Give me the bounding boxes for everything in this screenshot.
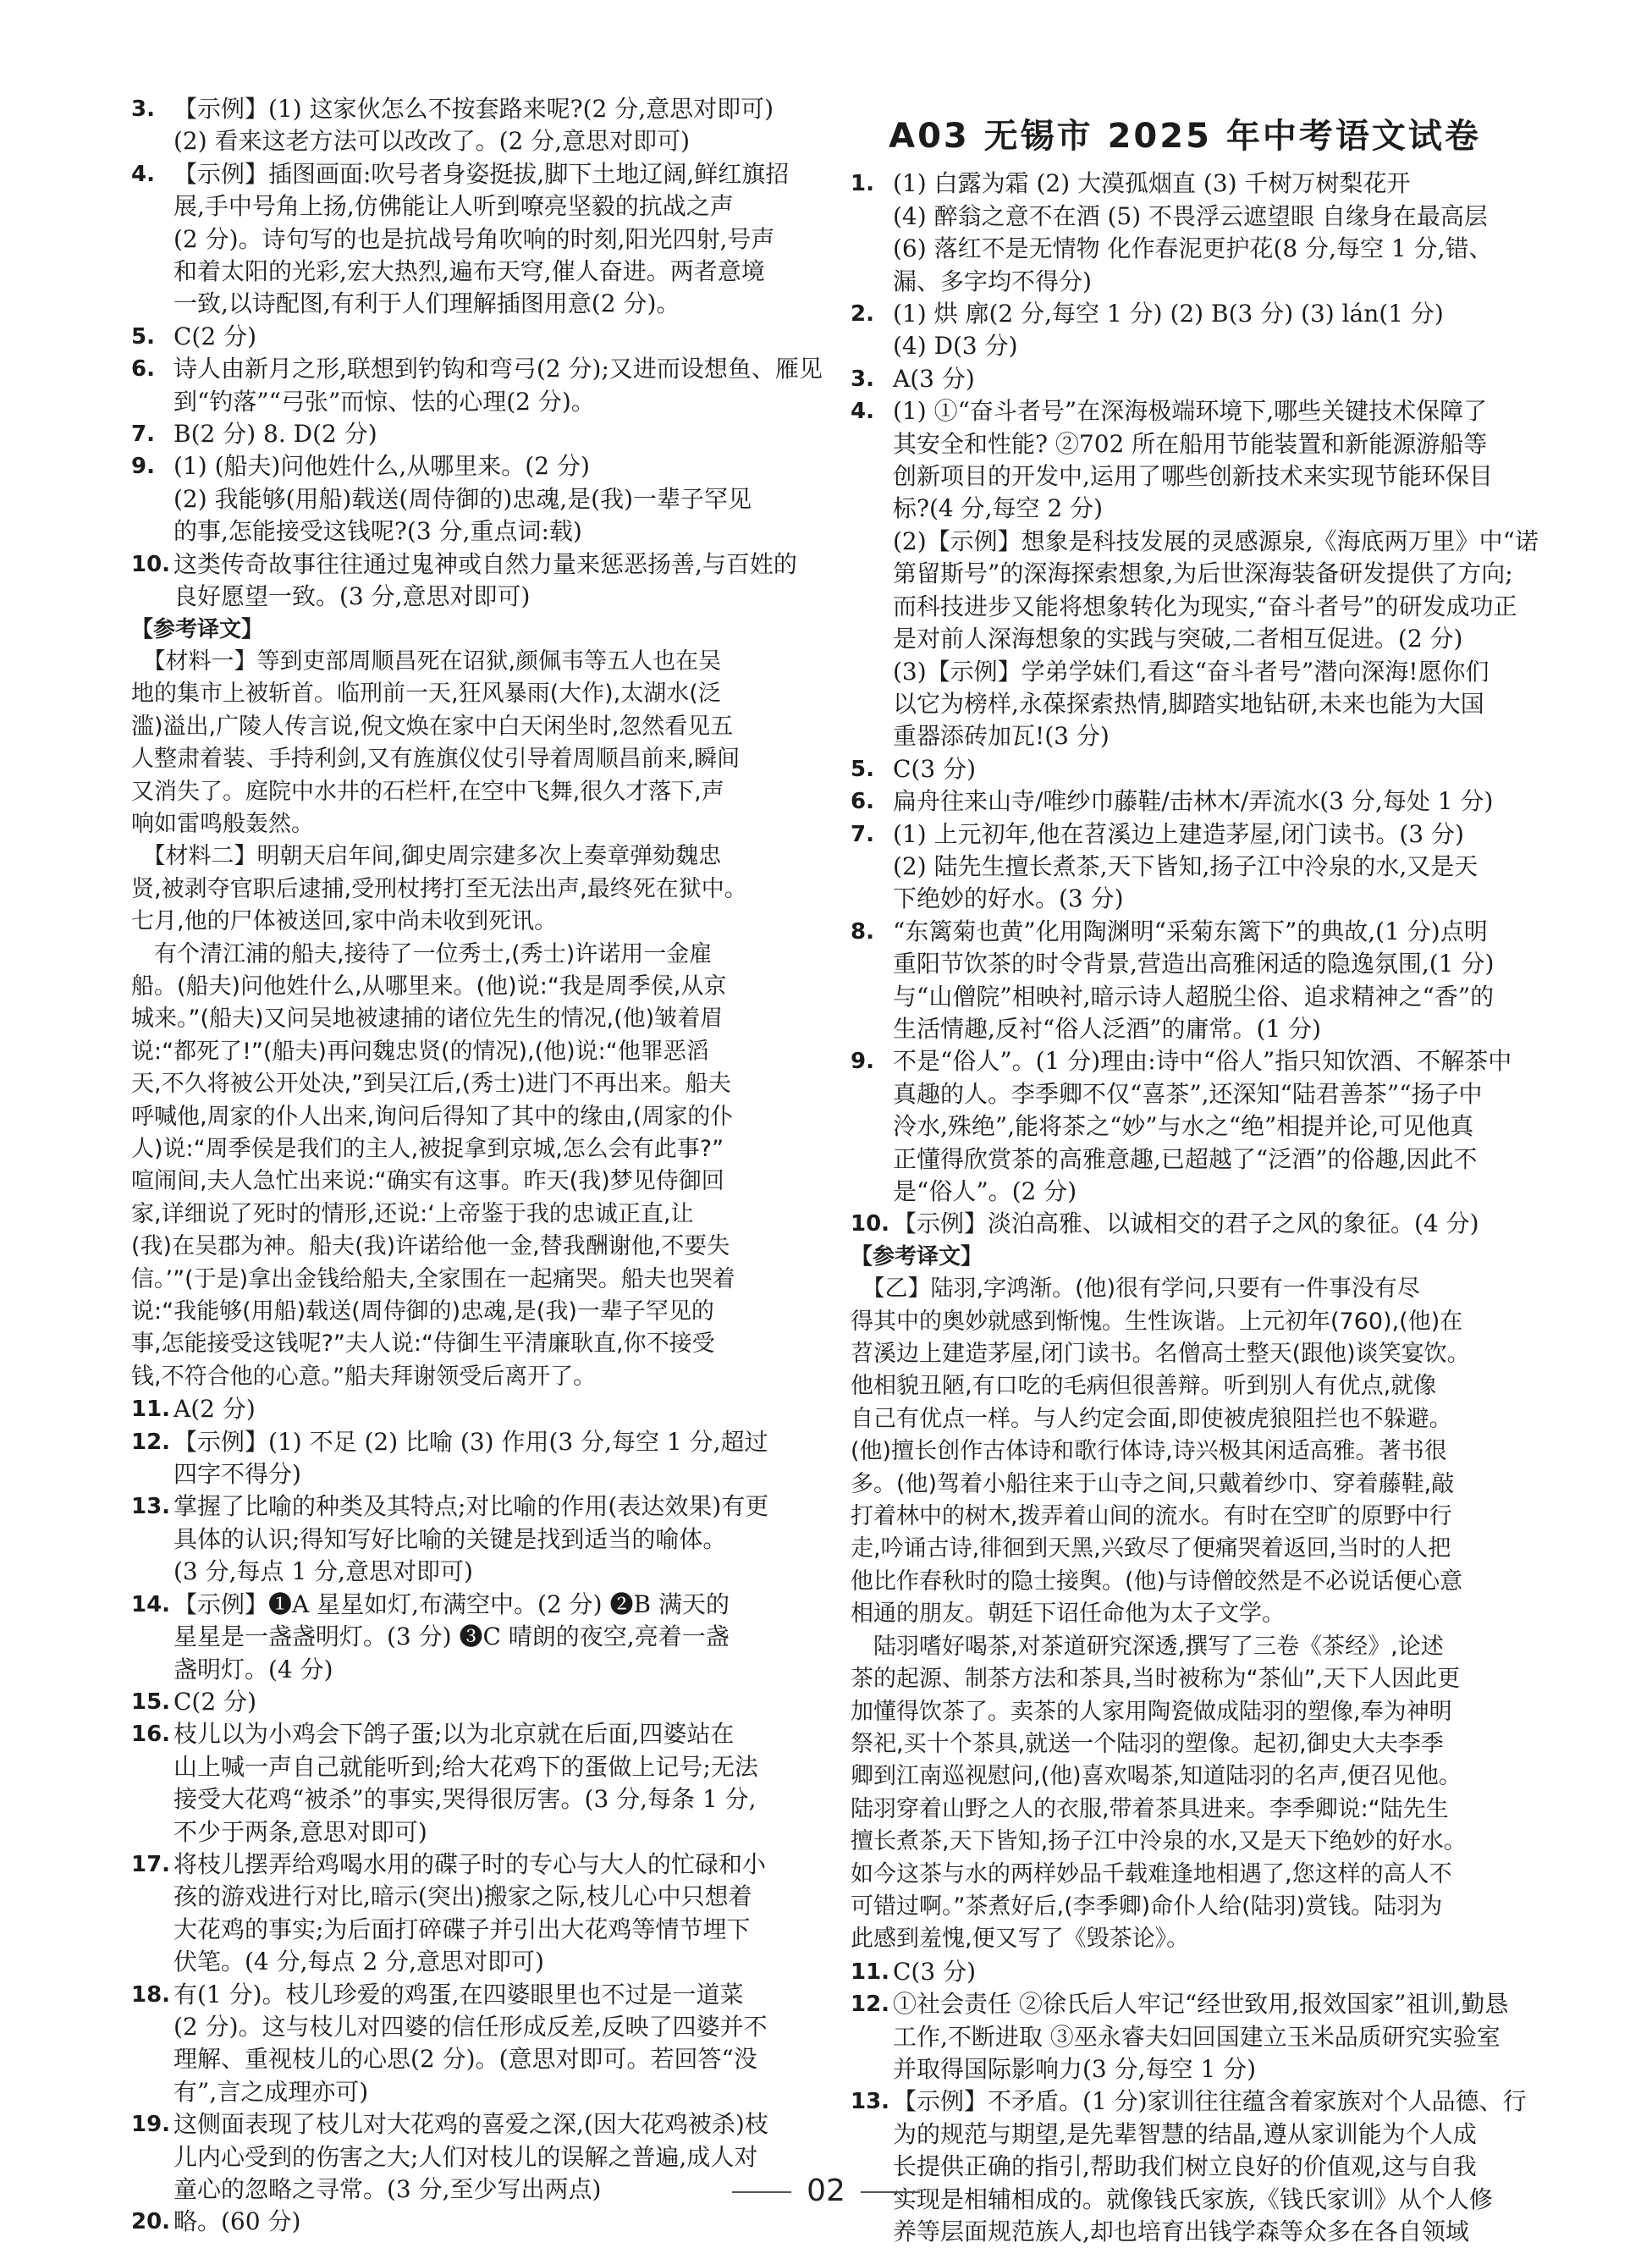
- text-line: 一致,以诗配图,有利于人们理解插图用意(2 分)。: [173, 289, 680, 318]
- answer-number: 10.: [851, 1211, 890, 1237]
- text-line: 有个清江浦的船夫,接待了一位秀士,(秀士)许诺用一金雇: [131, 940, 713, 967]
- text-line: 将枝儿摆弄给鸡喝水用的碟子时的专心与大人的忙碌和小: [173, 1849, 767, 1878]
- text-line: 【乙】陆羽,字鸿渐。(他)很有学问,只要有一件事没有尽: [851, 1276, 1420, 1303]
- text-line: 山上喊一声自己就能听到;给大花鸡下的蛋做上记号;无法: [173, 1752, 758, 1781]
- text-line: 他相貌丑陋,有口吃的毛病但很善辩。听到别人有优点,就像: [851, 1373, 1437, 1400]
- text-line: 说:“都死了!”(船夫)再问魏忠贤(的情况),(他)说:“他罪恶滔: [131, 1038, 709, 1065]
- answer-number: 16.: [131, 1722, 171, 1748]
- answer-number: 9.: [851, 1049, 874, 1075]
- text-line: 工作,不断进取 ③巫永睿夫妇回国建立玉米品质研究实验室: [893, 2022, 1501, 2051]
- text-line: 其安全和性能? ②702 所在船用节能装置和新能源游船等: [893, 429, 1488, 458]
- answer-item: [131, 418, 800, 450]
- answer-number: 17.: [131, 1851, 171, 1877]
- answer-number: 7.: [131, 422, 155, 448]
- text-line: (他)擅长创作古体诗和歌行体诗,诗兴极其闲适高雅。著书很: [851, 1438, 1447, 1465]
- answer-number: 3.: [131, 96, 155, 122]
- text-line: 重器添砖加瓦!(3 分): [893, 722, 1110, 751]
- text-line: 【示例】❶A 星星如灯,布满空中。(2 分) ❷B 满天的: [173, 1590, 730, 1618]
- text-line: (3 分,每点 1 分,意思对即可): [173, 1557, 473, 1586]
- answer-item: [131, 1849, 800, 1979]
- text-line: “东篱菊也黄”化用陶渊明“采菊东篱下”的典故,(1 分)点明: [893, 917, 1488, 945]
- text-line: 正懂得欣赏茶的高雅意趣,已超越了“泛酒”的俗趣,因此不: [893, 1144, 1478, 1173]
- exam-title: A03 无锡市 2025 年中考语文试卷: [889, 117, 1481, 156]
- text-line: 盏明灯。(4 分): [173, 1655, 333, 1683]
- text-line: 说:“我能够(用船)载送(周侍御的)忠魂,是(我)一辈子罕见的: [131, 1298, 714, 1325]
- answer-body: [173, 450, 800, 548]
- answer-body: [893, 818, 1519, 916]
- answer-item: [851, 818, 1519, 916]
- text-line: 陆羽穿着山野之人的衣服,带着茶具进来。李季卿说:“陆先生: [851, 1795, 1449, 1822]
- text-line: 漏、多字均不得分): [893, 267, 1092, 295]
- answer-body: [893, 1208, 1519, 1240]
- answer-number: 13.: [131, 1494, 171, 1520]
- answer-number: 4.: [851, 399, 874, 425]
- answer-number: 15.: [131, 1689, 171, 1715]
- text-line: 城来。”(船夫)又问吴地被逮捕的诸位先生的情况,(他)皱着眉: [131, 1006, 724, 1033]
- left-column: [131, 93, 823, 2239]
- text-line: 是对前人深海想象的实践与突破,二者相互促进。(2 分): [893, 625, 1463, 653]
- text-line: 和着太阳的光彩,宏大热烈,遍布天穹,催人奋进。两者意境: [173, 257, 765, 286]
- answer-item: [851, 2085, 1527, 2248]
- answer-body: [173, 1686, 800, 1718]
- text-line: (2) 我能够(用船)载送(周侍御的)忠魂,是(我)一辈子罕见: [173, 484, 752, 513]
- text-line: 【材料二】明朝天启年间,御史周宗建多次上奏章弹劾魏忠: [131, 843, 722, 870]
- text-line: (1) 上元初年,他在苕溪边上建造茅屋,闭门读书。(3 分): [893, 819, 1464, 848]
- answer-item: [851, 395, 1539, 752]
- answer-item: [851, 363, 1519, 395]
- answer-number: 11.: [851, 1959, 890, 1985]
- answer-body: [173, 1718, 800, 1849]
- text-line: 相通的朋友。朝廷下诏任命他为太子文学。: [851, 1601, 1285, 1628]
- text-line: 为的规范与期望,是先辈智慧的结晶,遵从家训能为个人成: [893, 2119, 1477, 2148]
- text-line: (1) 白露为霜 (2) 大漠孤烟直 (3) 千树万树梨花开: [893, 169, 1411, 198]
- answer-body: [173, 158, 800, 321]
- answer-number: 2.: [851, 301, 874, 328]
- text-line: 人)说:“周季侯是我们的主人,被捉拿到京城,怎么会有此事?”: [131, 1136, 724, 1162]
- text-line: A(2 分): [173, 1395, 256, 1424]
- text-line: 喧闹间,夫人急忙出来说:“确实有这事。昨天(我)梦见侍御回: [131, 1168, 724, 1195]
- text-line: 诗人由新月之形,联想到钓钩和弯弓(2 分);又进而设想鱼、雁见: [173, 355, 823, 383]
- text-line: 家,详细说了死时的情形,还说:‘上帝鉴于我的忠诚正直,让: [131, 1200, 694, 1227]
- answer-item: [851, 916, 1519, 1046]
- text-line: (1) ①“奋斗者号”在深海极端环境下,哪些关键技术保障了: [893, 397, 1488, 426]
- text-line: 【示例】(1) 不足 (2) 比喻 (3) 作用(3 分,每空 1 分,超过: [173, 1427, 768, 1456]
- answer-item: [131, 1490, 800, 1588]
- text-line: 有”,言之成理亦可): [173, 2077, 369, 2106]
- text-line: 【示例】(1) 这家伙怎么不按套路来呢?(2 分,意思对即可): [173, 95, 774, 123]
- answer-item: [131, 1393, 800, 1425]
- text-line: 信。’”(于是)拿出金钱给船夫,全家围在一起痛哭。船夫也哭着: [131, 1265, 735, 1292]
- text-line: 船。(船夫)问他姓什么,从哪里来。(他)说:“我是周季侯,从京: [131, 972, 727, 1000]
- text-line: 贤,被剥夺官职后逮捕,受刑杖拷打至无法出声,最终死在狱中。: [131, 875, 747, 902]
- text-line: 养等层面规范族人,却也培育出钱学森等众多在各自领域: [893, 2218, 1469, 2245]
- text-line: 得其中的奥妙就感到惭愧。生性诙谐。上元初年(760),(他)在: [851, 1308, 1463, 1335]
- text-line: (2 分)。诗句写的也是抗战号角吹响的时刻,阳光四射,号声: [173, 224, 775, 253]
- text-line: 标?(4 分,每空 2 分): [893, 494, 1104, 523]
- right-column: [851, 93, 1539, 2248]
- answer-body: [173, 321, 800, 353]
- text-line: 理解、重视枝儿的心思(2 分)。(意思对即可。若回答“没: [173, 2045, 757, 2074]
- answer-body: [893, 1045, 1519, 1208]
- answer-item: [131, 158, 800, 321]
- text-line: 自己有优点一样。与人约定会面,即使被虎狼阻拦也不躲避。: [851, 1405, 1452, 1432]
- text-line: 扁舟往来山寺/唯纱巾藤鞋/击林木/弄流水(3 分,每处 1 分): [893, 787, 1494, 816]
- page-footer: [0, 2174, 1652, 2208]
- text-line: 这类传奇故事往往通过鬼神或自然力量来惩恶扬善,与百姓的: [173, 549, 797, 578]
- text-line: (4) 醉翁之意不在酒 (5) 不畏浮云遮望眼 自缘身在最高层: [893, 201, 1488, 230]
- answer-item: [851, 785, 1519, 818]
- text-line: (2) 陆先生擅长煮茶,天下皆知,扬子江中泠泉的水,又是天: [893, 851, 1479, 880]
- answer-number: 7.: [851, 821, 874, 847]
- footer-rule-left: [732, 2191, 791, 2193]
- text-line: 而科技进步又能将想象转化为现实,“奋斗者号”的研发成功正: [893, 592, 1517, 620]
- text-line: 创新项目的开发中,运用了哪些创新技术来实现节能环保目: [893, 462, 1493, 491]
- answer-body: [173, 93, 800, 158]
- text-line: 良好愿望一致。(3 分,意思对即可): [173, 582, 531, 611]
- answer-number: 12.: [851, 1992, 890, 2018]
- text-line: 实现是相辅相成的。就像钱氏家族,《钱氏家训》从个人修: [893, 2185, 1493, 2213]
- text-line: 是“俗人”。(2 分): [893, 1177, 1077, 1205]
- text-line: (我)在吴郡为神。船夫(我)许诺给他一金,替我酬谢他,不要失: [131, 1233, 730, 1260]
- text-line: 卿到江南巡视慰问,(他)喜欢喝茶,知道陆羽的名声,便召见他。: [851, 1763, 1462, 1790]
- translation-block: [131, 614, 800, 1394]
- text-line: 【示例】插图画面:吹号者身姿挺拔,脚下土地辽阔,鲜红旗招: [173, 159, 790, 188]
- text-line: 地的集市上被斩首。临刑前一天,狂风暴雨(大作),太湖水(泛: [131, 680, 721, 708]
- text-line: 并取得国际影响力(3 分,每空 1 分): [893, 2054, 1257, 2083]
- answer-item: [851, 1208, 1519, 1240]
- answer-number: 3.: [851, 366, 874, 392]
- text-line: C(3 分): [893, 1957, 976, 1986]
- text-line: 第留斯号”的深海探索想象,为后世深海装备研发提供了方向;: [893, 559, 1513, 588]
- text-line: ①社会责任 ②徐氏后人牢记“经世致用,报效国家”祖训,勤恳: [893, 1990, 1509, 2019]
- text-line: 接受大花鸡“被杀”的事实,哭得很厉害。(3 分,每条 1 分,: [173, 1785, 757, 1814]
- text-line: 具体的认识;得知写好比喻的关键是找到适当的喻体。: [173, 1524, 727, 1553]
- answer-item: [851, 298, 1519, 363]
- text-line: 展,手中号角上扬,仿佛能让人听到嘹亮坚毅的抗战之声: [173, 192, 734, 221]
- answer-body: [893, 168, 1519, 298]
- answer-number: 20.: [131, 2209, 171, 2235]
- text-line: 可错过啊。”茶煮好后,(李季卿)命仆人给(陆羽)赏钱。陆羽为: [851, 1893, 1443, 1920]
- answer-item: [851, 753, 1519, 785]
- text-line: 重阳节饮茶的时令背景,营造出高雅闲适的隐逸氛围,(1 分): [893, 950, 1495, 978]
- answer-body: [893, 916, 1519, 1046]
- text-line: 到“钓落”“弓张”而惊、怯的心理(2 分)。: [173, 387, 595, 416]
- text-line: 有(1 分)。枝儿珍爱的鸡蛋,在四婆眼里也不过是一道菜: [173, 1980, 744, 2008]
- answer-body: [893, 298, 1519, 363]
- answer-number: 9.: [131, 454, 155, 480]
- answer-number: 11.: [131, 1397, 171, 1423]
- answer-number: 5.: [851, 756, 874, 782]
- answer-number: 10.: [131, 551, 171, 577]
- text-line: 儿内心受到的伤害之大;人们对枝儿的误解之普遍,成人对: [173, 2142, 758, 2171]
- text-line: B(2 分) 8. D(2 分): [173, 420, 377, 449]
- text-line: 滥)溢出,广陵人传言说,倪文焕在家中白天闲坐时,忽然看见五: [131, 713, 734, 740]
- translation-block: [851, 1241, 1519, 1956]
- answer-number: 14.: [131, 1591, 171, 1617]
- text-line: 呼喊他,周家的仆人出来,询问后得知了其中的缘由,(周家的仆: [131, 1103, 734, 1130]
- answer-body: [893, 1988, 1519, 2085]
- answer-number: 12.: [131, 1429, 171, 1455]
- answer-body: [173, 1589, 800, 1686]
- text-line: 不少于两条,意思对即可): [173, 1817, 427, 1846]
- section-heading: 【参考译文】: [851, 1243, 983, 1270]
- answer-number: 19.: [131, 2112, 171, 2138]
- answer-number: 8.: [851, 918, 874, 945]
- answer-number: 6.: [131, 356, 155, 383]
- answer-item: [131, 321, 800, 353]
- text-line: (1) 烘 廓(2 分,每空 1 分) (2) B(3 分) (3) lán(1 分): [893, 300, 1444, 328]
- answer-body: [173, 1979, 800, 2109]
- text-line: 的事,怎能接受这钱呢?(3 分,重点词:载): [173, 517, 582, 546]
- answer-body: [893, 363, 1519, 395]
- answer-body: [173, 2206, 800, 2238]
- answer-item: [131, 2206, 800, 2238]
- answer-item: [131, 1589, 800, 1686]
- text-line: 此感到羞愧,便又写了《毁茶论》。: [851, 1926, 1190, 1953]
- page-number: 02: [807, 2174, 845, 2208]
- answer-body: [893, 753, 1519, 785]
- text-line: 泠水,殊绝”,能将茶之“妙”与水之“绝”相提并论,可见他真: [893, 1112, 1474, 1141]
- text-line: 【示例】不矛盾。(1 分)家训往往蕴含着家族对个人品德、行: [893, 2087, 1527, 2116]
- text-line: 【材料一】等到吏部周顺昌死在诏狱,颜佩韦等五人也在吴: [131, 647, 722, 675]
- answer-body: [173, 1490, 800, 1588]
- text-line: 钱,不符合他的心意。”船夫拜谢领受后离开了。: [131, 1363, 597, 1390]
- text-line: 走,吟诵古诗,徘徊到天黑,兴致尽了便痛哭着返回,当时的人把: [851, 1535, 1451, 1562]
- answer-number: 6.: [851, 789, 874, 815]
- text-line: 生活情趣,反衬“俗人泛酒”的庸常。(1 分): [893, 1014, 1322, 1043]
- text-line: 真趣的人。李季卿不仅“喜茶”,还深知“陆君善茶”“扬子中: [893, 1079, 1483, 1108]
- answer-item: [131, 1979, 800, 2109]
- text-line: 多。(他)驾着小船往来于山寺之间,只戴着纱巾、穿着藤鞋,敲: [851, 1470, 1455, 1497]
- text-line: 星星是一盏盏明灯。(3 分) ❸C 晴朗的夜空,亮着一盏: [173, 1623, 730, 1651]
- answer-body: [173, 353, 823, 418]
- text-line: 伏笔。(4 分,每点 2 分,意思对即可): [173, 1948, 544, 1976]
- answer-body: [173, 548, 800, 614]
- section-heading: 【参考译文】: [131, 616, 264, 642]
- answer-body: [173, 418, 800, 450]
- answer-number: 4.: [131, 161, 155, 187]
- answer-number: 1.: [851, 171, 874, 197]
- text-line: (2 分)。这与枝儿对四婆的信任形成反差,反映了四婆并不: [173, 2012, 768, 2041]
- text-line: 掌握了比喻的种类及其特点;对比喻的作用(表达效果)有更: [173, 1492, 769, 1521]
- text-line: 他比作春秋时的隐士接舆。(他)与诗僧皎然是不必说话便心意: [851, 1568, 1463, 1595]
- text-line: 苕溪边上建造茅屋,闭门读书。名僧高士整天(跟他)谈笑宴饮。: [851, 1341, 1470, 1368]
- answer-body: [893, 395, 1539, 752]
- text-line: 这侧面表现了枝儿对大花鸡的喜爱之深,(因大花鸡被杀)枝: [173, 2110, 768, 2139]
- text-line: C(3 分): [893, 754, 976, 783]
- answer-item: [131, 1686, 800, 1718]
- text-line: 七月,他的尸体被送回,家中尚未收到死讯。: [131, 908, 558, 935]
- text-line: 长提供正确的指引,帮助我们树立良好的价值观,这与自我: [893, 2152, 1477, 2181]
- text-line: 略。(60 分): [173, 2207, 301, 2236]
- answer-item: [131, 450, 800, 548]
- text-line: 祭祀,买十个茶具,就送一个陆羽的塑像。起初,御史大夫李季: [851, 1730, 1444, 1757]
- answer-body: [173, 1393, 800, 1425]
- answer-number: 13.: [851, 2089, 890, 2115]
- text-line: (3)【示例】学弟学妹们,看这“奋斗者号”潜向深海!愿你们: [893, 657, 1490, 686]
- text-line: 加懂得饮茶了。卖茶的人家用陶瓷做成陆羽的塑像,奉为神明: [851, 1698, 1452, 1725]
- answer-item: [131, 93, 800, 158]
- answer-body: [173, 1426, 800, 1491]
- text-line: (2)【示例】想象是科技发展的灵感源泉,《海底两万里》中“诺: [893, 526, 1539, 555]
- text-line: C(2 分): [173, 322, 256, 350]
- text-line: 下绝妙的好水。(3 分): [893, 884, 1124, 913]
- text-line: 孩的游戏进行对比,暗示(突出)搬家之际,枝儿心中只想着: [173, 1882, 752, 1911]
- text-line: 陆羽嗜好喝茶,对茶道研究深透,撰写了三卷《茶经》,论述: [851, 1633, 1444, 1660]
- answer-number: 18.: [131, 1981, 171, 2008]
- text-line: (4) D(3 分): [893, 332, 1018, 361]
- text-line: (2) 看来这老方法可以改改了。(2 分,意思对即可): [173, 127, 691, 156]
- right-column-answers: [851, 168, 1539, 2248]
- text-line: 事,怎能接受这钱呢?”夫人说:“侍御生平清廉耿直,你不接受: [131, 1331, 715, 1358]
- text-line: 天,不久将被公开处决,”到吴江后,(秀士)进门不再出来。船夫: [131, 1071, 731, 1098]
- answer-body: [893, 2085, 1527, 2248]
- answer-item: [131, 1718, 800, 1849]
- answer-item: [131, 548, 800, 614]
- text-line: 又消失了。庭院中水井的石栏杆,在空中飞舞,很久才落下,声: [131, 778, 724, 805]
- answer-item: [851, 168, 1519, 298]
- text-line: C(2 分): [173, 1687, 256, 1716]
- answer-item: [851, 1988, 1519, 2085]
- text-line: 如今这茶与水的两样妙品千载难逢地相遇了,您这样的高人不: [851, 1860, 1452, 1887]
- footer-rule-right: [861, 2191, 920, 2193]
- text-line: 四字不得分): [173, 1460, 301, 1489]
- answer-body: [893, 785, 1519, 818]
- text-line: 不是“俗人”。(1 分)理由:诗中“俗人”指只知饮酒、不解茶中: [893, 1047, 1512, 1076]
- text-line: 响如雷鸣般轰然。: [131, 810, 314, 837]
- text-line: 人整肃着装、手持利剑,又有旌旗仪仗引导着周顺昌前来,瞬间: [131, 746, 741, 773]
- text-line: (6) 落红不是无情物 化作春泥更护花(8 分,每空 1 分,错、: [893, 234, 1493, 263]
- text-line: 以它为榜样,永葆探索热情,脚踏实地钻研,未来也能为大国: [893, 689, 1484, 718]
- answer-item: [131, 353, 823, 418]
- answer-item: [851, 1045, 1519, 1208]
- answer-number: 5.: [131, 323, 155, 350]
- text-line: 童心的忽略之寻常。(3 分,至少写出两点): [173, 2175, 602, 2203]
- text-line: (1) (船夫)问他姓什么,从哪里来。(2 分): [173, 452, 590, 481]
- text-line: 【示例】淡泊高雅、以诚相交的君子之风的象征。(4 分): [893, 1209, 1479, 1238]
- text-line: A(3 分): [893, 364, 975, 393]
- text-line: 茶的起源、制茶方法和茶具,当时被称为“茶仙”,天下人因此更: [851, 1666, 1461, 1693]
- text-line: 与“山僧院”相映衬,暗示诗人超脱尘俗、追求精神之“香”的: [893, 982, 1495, 1011]
- answer-item: [131, 1426, 800, 1491]
- answer-body: [893, 1956, 1519, 1988]
- answer-body: [173, 1849, 800, 1979]
- text-line: 打着林中的树木,拨弄着山间的流水。有时在空旷的原野中行: [851, 1503, 1452, 1530]
- answer-item: [851, 1956, 1519, 1988]
- text-line: 枝儿以为小鸡会下鸽子蛋;以为北京就在后面,四婆站在: [173, 1720, 735, 1749]
- text-line: 大花鸡的事实;为后面打碎碟子并引出大花鸡等情节埋下: [173, 1915, 751, 1943]
- text-line: 擅长煮茶,天下皆知,扬子江中泠泉的水,又是天下绝妙的好水。: [851, 1828, 1467, 1855]
